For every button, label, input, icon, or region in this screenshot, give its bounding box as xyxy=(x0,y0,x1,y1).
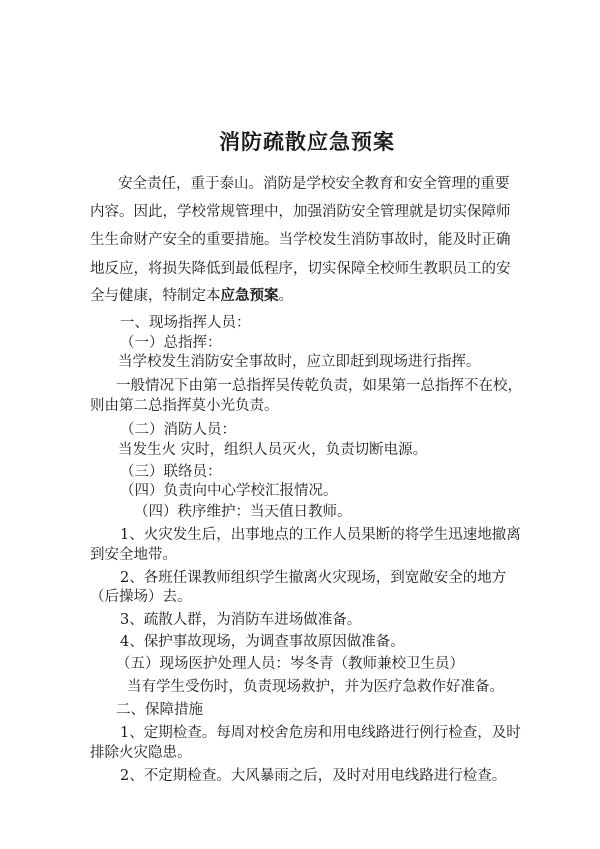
sub3-heading: （三）联络员： xyxy=(120,464,222,480)
item4-text: 4、保护事故现场，为调查事故原因做准备。 xyxy=(120,634,405,650)
section2-item1-line-1: 1、定期检查。每周对校舍危房和用电线路进行例行检查，及时 xyxy=(120,725,521,741)
sub1-paragraph-2-line-1: 一般情况下由第一总指挥吴传乾负责，如果第一总指挥不在校， xyxy=(116,378,522,394)
item1-line-2: 到安全地带。 xyxy=(90,547,177,563)
page-title: 消防疏散应急预案 xyxy=(219,130,395,154)
item2-line-1: 2、各班任课教师组织学生撤离火灾现场，到宽敞安全的地方 xyxy=(120,570,507,586)
item1-line-1: 1、火灾发生后，出事地点的工作人员果断的将学生迅速地撤离 xyxy=(120,527,521,543)
intro-plan-name: 应急预案 xyxy=(220,288,279,304)
intro-line-5 xyxy=(90,286,293,306)
sub2-paragraph-1: 当发生火 灾时，组织人员灭火，负责切断电源。 xyxy=(118,442,428,458)
intro-line-4: 地反应，将损失降低到最低程序，切实保障全校师生教职员工的安 xyxy=(90,261,511,277)
sub1-heading: （一）总指挥： xyxy=(120,335,222,351)
section1-heading: 一、现场指挥人员： xyxy=(120,315,251,331)
section2-item2-text: 2、不定期检查。大风暴雨之后，及时对用电线路进行检查。 xyxy=(120,768,507,784)
intro-line-3: 生生命财产安全的重要措施。当学校发生消防事故时，能及时正确 xyxy=(90,232,511,248)
sub1-paragraph-2-line-2: 则由第二总指挥莫小光负责。 xyxy=(90,398,279,414)
sub5-paragraph-1: 当有学生受伤时，负责现场救护，并为医疗急救作好准备。 xyxy=(127,679,504,695)
intro-line-5-text: 全与健康，特制定本 xyxy=(90,288,221,304)
sub4b-text: （四）秩序维护：当天值日教师。 xyxy=(134,504,352,520)
sub2-heading: （二）消防人员： xyxy=(120,422,236,438)
intro-line-5-end: 。 xyxy=(278,288,293,304)
item2-line-2: （后操场）去。 xyxy=(90,589,192,605)
item3-text: 3、疏散人群，为消防车进场做准备。 xyxy=(120,612,362,628)
section2-item1-line-2: 排除火灾隐患。 xyxy=(90,745,192,761)
intro-line-2: 内容。因此，学校常规管理中，加强消防安全管理就是切实保障师 xyxy=(90,204,511,220)
intro-line-1: 安全责任，重于泰山。消防是学校安全教育和安全管理的重要 xyxy=(118,176,510,192)
sub4-text: （四）负责向中心学校汇报情况。 xyxy=(120,483,338,499)
section2-heading: 二、保障措施 xyxy=(116,702,203,718)
sub5-heading: （五）现场医护处理人员：岑冬青（教师兼校卫生员） xyxy=(116,656,464,672)
sub1-paragraph-1: 当学校发生消防安全事故时，应立即赶到现场进行指挥。 xyxy=(118,354,481,370)
